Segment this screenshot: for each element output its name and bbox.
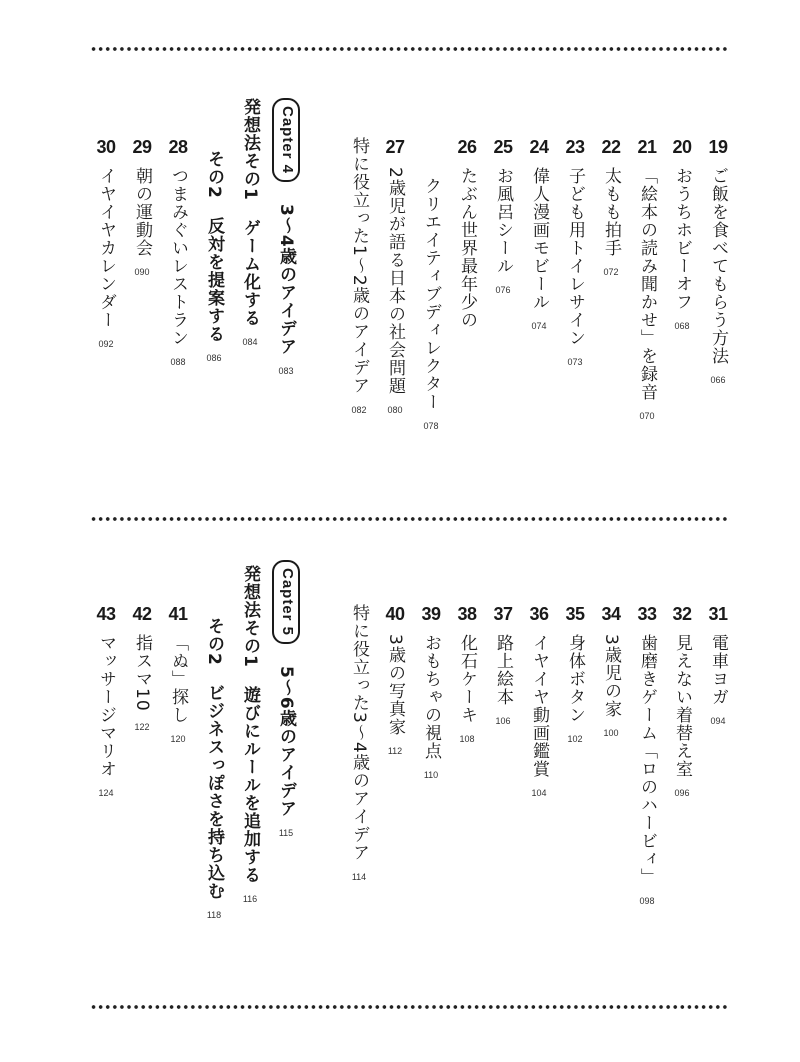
method-page: 116 [242, 893, 258, 904]
toc-entry-37[interactable] [488, 604, 518, 726]
entry-title: 2歳児が語る日本の社会問題 [385, 167, 405, 395]
toc-entry-41[interactable] [163, 604, 193, 744]
entry-number: 43 [96, 604, 116, 624]
entry-title: 太もも拍手 [601, 167, 621, 257]
entry-number: 31 [708, 604, 728, 624]
chapter-5-heading[interactable] [271, 560, 301, 644]
entry-title: 特に役立った1～2歳のアイデア [349, 137, 369, 395]
entry-title: お風呂シール [493, 167, 513, 275]
toc-entry-36[interactable] [524, 604, 554, 798]
entry-number: 29 [132, 137, 152, 157]
chapter-page: 083 [278, 365, 294, 376]
entry-number: 22 [601, 137, 621, 157]
toc-entry-33[interactable] [632, 604, 662, 906]
method-page: 084 [242, 336, 258, 347]
method-title: その2 ビジネスっぽさを持ち込む [204, 617, 224, 900]
entry-number: 28 [168, 137, 188, 157]
entry-number: 38 [457, 604, 477, 624]
entry-number: 40 [385, 604, 405, 624]
entry-number: 24 [529, 137, 549, 157]
method-2[interactable] [199, 617, 229, 920]
entry-title: 路上絵本 [493, 634, 513, 706]
method-title: 発想法その1 ゲーム化する [240, 98, 260, 327]
entry-page: 110 [423, 770, 439, 780]
entry-page: 082 [351, 404, 367, 415]
entry-page: 070 [639, 411, 655, 421]
entry-number: 20 [672, 137, 692, 157]
entry-page: 068 [674, 321, 690, 331]
entry-page: 073 [567, 357, 583, 367]
entry-title: たぶん世界最年少の [457, 167, 477, 329]
entry-title: イヤイヤ動画鑑賞 [529, 634, 549, 778]
entry-page: 112 [387, 745, 403, 756]
entry-title: 3歳児の家 [601, 634, 621, 718]
entry-title: マッサージマリオ [96, 634, 116, 778]
entry-number: 35 [565, 604, 585, 624]
entry-page: 104 [531, 788, 547, 798]
toc-entry-43[interactable] [91, 604, 121, 798]
entry-title: 歯磨きゲーム「ロのハービィ」 [637, 634, 657, 886]
entry-page: 124 [98, 788, 114, 798]
entry-number: 19 [708, 137, 728, 157]
entry-title: つまみぐいレストラン [168, 167, 188, 347]
entry-number: 27 [385, 137, 405, 157]
toc-entry-40[interactable] [380, 604, 410, 756]
entry-page: 074 [531, 321, 547, 331]
chapter-title: 5～6歳のアイデア [276, 666, 296, 818]
entry-page: 088 [170, 357, 186, 367]
entry-title: 「絵本の読み聞かせ」を録音 [637, 167, 657, 401]
entry-number: 42 [132, 604, 152, 624]
entry-page: 102 [567, 734, 583, 744]
entry-page: 100 [603, 727, 619, 738]
entry-number: 30 [96, 137, 116, 157]
chapter-page: 115 [278, 827, 294, 838]
chapter-5-title[interactable] [271, 666, 301, 838]
entry-page: 092 [98, 339, 114, 349]
entry-title: 特に役立った3～4歳のアイデア [349, 604, 369, 862]
entry-title: イヤイヤカレンダー [96, 167, 116, 329]
method-page: 086 [206, 352, 222, 363]
entry-title: 化石ケーキ [457, 634, 477, 724]
entry-title: 子ども用トイレサイン [565, 167, 585, 347]
entry-number: 21 [637, 137, 657, 157]
entry-title: ご飯を食べてもらう方法 [708, 167, 728, 365]
entry-number: 32 [672, 604, 692, 624]
entry-title: 指スマ10 [132, 634, 152, 712]
entry-title: 電車ヨガ [708, 634, 728, 706]
method-title: その2 反対を提案する [204, 150, 224, 343]
entry-number: 25 [493, 137, 513, 157]
entry-number: 41 [168, 604, 188, 624]
toc-entry-34[interactable] [596, 604, 626, 738]
entry-number: 37 [493, 604, 513, 624]
entry-title: 「ぬ」探し [168, 634, 188, 724]
method-page: 118 [206, 909, 222, 920]
toc-entry-35[interactable] [560, 604, 590, 744]
entry-page: 066 [710, 375, 726, 385]
entry-page: 106 [495, 716, 511, 726]
toc-entry-38[interactable] [452, 604, 482, 744]
method-title: 発想法その1 遊びにルールを追加する [240, 565, 260, 884]
toc-entry-special[interactable] [344, 604, 374, 882]
entry-page: 072 [603, 267, 619, 277]
entry-page: 122 [134, 721, 150, 732]
entry-page: 114 [351, 871, 367, 882]
entry-page: 080 [387, 404, 403, 415]
entry-title: 見えない着替え室 [672, 634, 692, 778]
entry-number: 36 [529, 604, 549, 624]
toc-entry-32[interactable] [667, 604, 697, 798]
entry-title: クリエイティブディレクター [421, 177, 441, 411]
entry-number: 34 [601, 604, 621, 624]
entry-title: 偉人漫画モビール [529, 167, 549, 311]
entry-number: 39 [421, 604, 441, 624]
entry-page: 090 [134, 267, 150, 277]
toc-entry-42[interactable] [127, 604, 157, 732]
chapter-badge: Capter 4 [272, 98, 300, 182]
toc-entry-39[interactable] [416, 604, 446, 780]
entry-number: 23 [565, 137, 585, 157]
entry-page: 076 [495, 285, 511, 295]
entry-title: おもちゃの視点 [421, 634, 441, 760]
entry-page: 098 [639, 896, 655, 906]
entry-title: おうちホビーオフ [672, 167, 692, 311]
toc-entry-31[interactable] [703, 604, 733, 726]
entry-title: 3歳の写真家 [385, 634, 405, 736]
entry-number: 26 [457, 137, 477, 157]
entry-page: 078 [423, 421, 439, 431]
method-1[interactable] [235, 565, 265, 904]
entry-page: 094 [710, 716, 726, 726]
entry-page: 096 [674, 788, 690, 798]
entry-title: 朝の運動会 [132, 167, 152, 257]
entry-title: 身体ボタン [565, 634, 585, 724]
chapter-title: 3～4歳のアイデア [276, 204, 296, 356]
entry-page: 120 [170, 734, 186, 744]
chapter-badge: Capter 5 [272, 560, 300, 644]
entry-page: 108 [459, 734, 475, 744]
entry-number: 33 [637, 604, 657, 624]
